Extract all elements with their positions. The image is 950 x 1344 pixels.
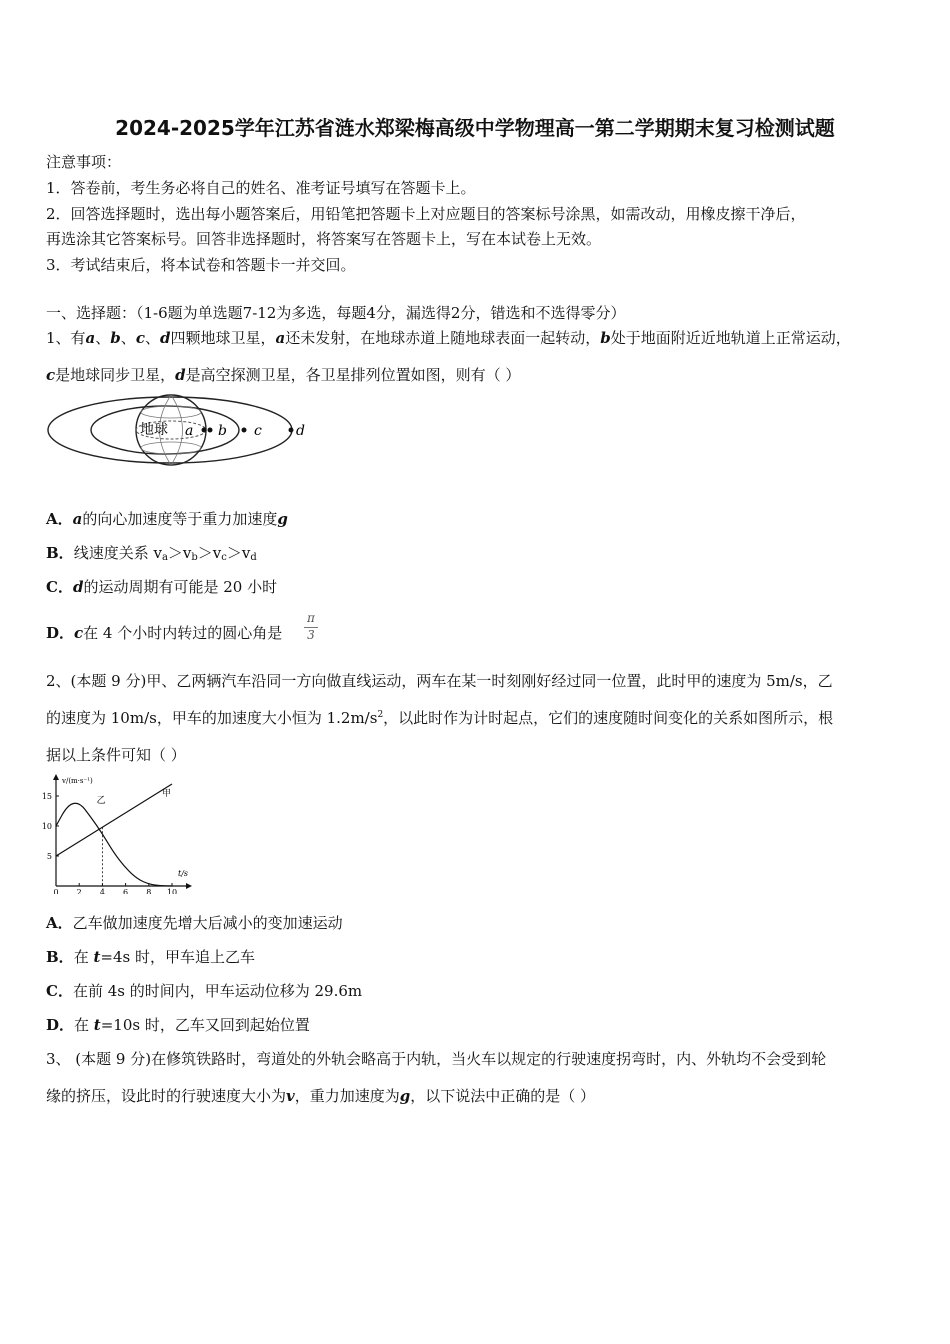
y-tick-label: 15 — [41, 792, 52, 801]
q3-stem-line1: 3、 (本题 9 分)在修筑铁路时，弯道处的外轨会略高于内轨，当火车以规定的行驶速度拐弯时，内、外轨均不会受到轮 — [46, 1050, 827, 1068]
x-tick-label: 0 — [53, 888, 59, 894]
satellite-b-dot — [208, 428, 213, 433]
q1-stem-line2: c是地球同步卫星，d是高空探测卫星，各卫星排列位置如图，则有（ ） — [46, 366, 521, 384]
x-tick-label: 2 — [76, 888, 82, 894]
q2-stem-line2: 的速度为 10m/s，甲车的加速度大小恒为 $1.2m/s^2$，以此时作为计时起点，它们的速度随时间变化的关系如图所示，根 — [46, 709, 834, 727]
notice-item: 3．考试结束后，将本试卷和答题卡一并交回。 — [46, 256, 356, 274]
y-tick-label: 10 — [41, 822, 52, 831]
q3-stem-line2: 缘的挤压，设此时的行驶速度大小为v，重力加速度为g，以下说法中正确的是（ ） — [46, 1087, 596, 1105]
q2-option-a: A．乙车做加速度先增大后减小的变加速运动 — [46, 914, 343, 932]
section-heading: 一、选择题：（1-6题为单选题7-12为多选，每题4分，漏选得2分，错选和不选得零分） — [46, 304, 626, 322]
notice-item: 再选涂其它答案标号。回答非选择题时，将答案写在答题卡上，写在本试卷上无效。 — [46, 230, 602, 248]
satellite-orbit-figure — [44, 394, 314, 472]
x-tick-label: 6 — [123, 888, 129, 894]
velocity-time-chart — [38, 772, 198, 894]
y-axis-label: v/(m·s⁻¹) — [62, 777, 93, 785]
q1-option-d: D．c在 4 个小时内转过的圆心角是 — [46, 624, 283, 642]
q2-option-c: C．在前 4s 的时间内，甲车运动位移为 29.6m — [46, 982, 363, 1000]
label-d: d — [296, 423, 305, 439]
satellite-d-dot — [289, 428, 294, 433]
q2-stem-line1: 2、(本题 9 分)甲、乙两辆汽车沿同一方向做直线运动，两车在某一时刻刚好经过同一位置，此时甲的速度为 5m/s，乙 — [46, 672, 833, 690]
y-tick-label: 5 — [46, 852, 52, 861]
label-b: b — [218, 423, 227, 439]
q1-option-a: A．a的向心加速度等于重力加速度g — [46, 510, 288, 528]
label-c: c — [254, 423, 262, 439]
label-a: a — [185, 423, 194, 439]
earth-label: 地球 — [140, 422, 168, 438]
x-tick-label: 10 — [166, 888, 178, 894]
satellite-a-dot — [202, 428, 207, 433]
x-tick-label: 4 — [99, 888, 105, 894]
page-title: 2024-2025学年江苏省涟水郑梁梅高级中学物理高一第二学期期末复习检测试题 — [115, 116, 835, 140]
q1-option-c: C．d的运动周期有可能是 20 小时 — [46, 578, 278, 596]
series-jia-label: 甲 — [162, 789, 172, 799]
series-jia-line — [56, 784, 172, 856]
y-axis-arrow — [53, 774, 59, 780]
notice-item: 1．答卷前，考生务必将自己的姓名、准考证号填写在答题卡上。 — [46, 179, 476, 197]
x-tick-label: 8 — [146, 888, 152, 894]
notice-item: 2．回答选择题时，选出每小题答案后，用铅笔把答题卡上对应题目的答案标号涂黑，如需改动，用橡皮擦干净后， — [46, 205, 806, 223]
satellite-c-dot — [242, 428, 247, 433]
q1-stem-line1: 1、有a、b、c、d四颗地球卫星，a还未发射，在地球赤道上随地球表面一起转动，b处于地面附近近地轨道上正常运动， — [46, 329, 851, 347]
q2-stem-line3: 据以上条件可知（ ） — [46, 746, 186, 764]
q2-option-b: B．在 t=4s 时，甲车追上乙车 — [46, 948, 255, 966]
x-axis-arrow — [186, 883, 192, 889]
q1-option-b: B．线速度关系 $v_a>v_b>v_c>v_d$ — [46, 544, 257, 563]
notice-heading: 注意事项： — [46, 153, 122, 171]
pi-over-3-fraction: π 3 — [304, 611, 318, 642]
series-yi-label: 乙 — [96, 796, 106, 806]
q2-option-d: D．在 t=10s 时，乙车又回到起始位置 — [46, 1016, 310, 1034]
x-axis-label: t/s — [178, 869, 189, 878]
